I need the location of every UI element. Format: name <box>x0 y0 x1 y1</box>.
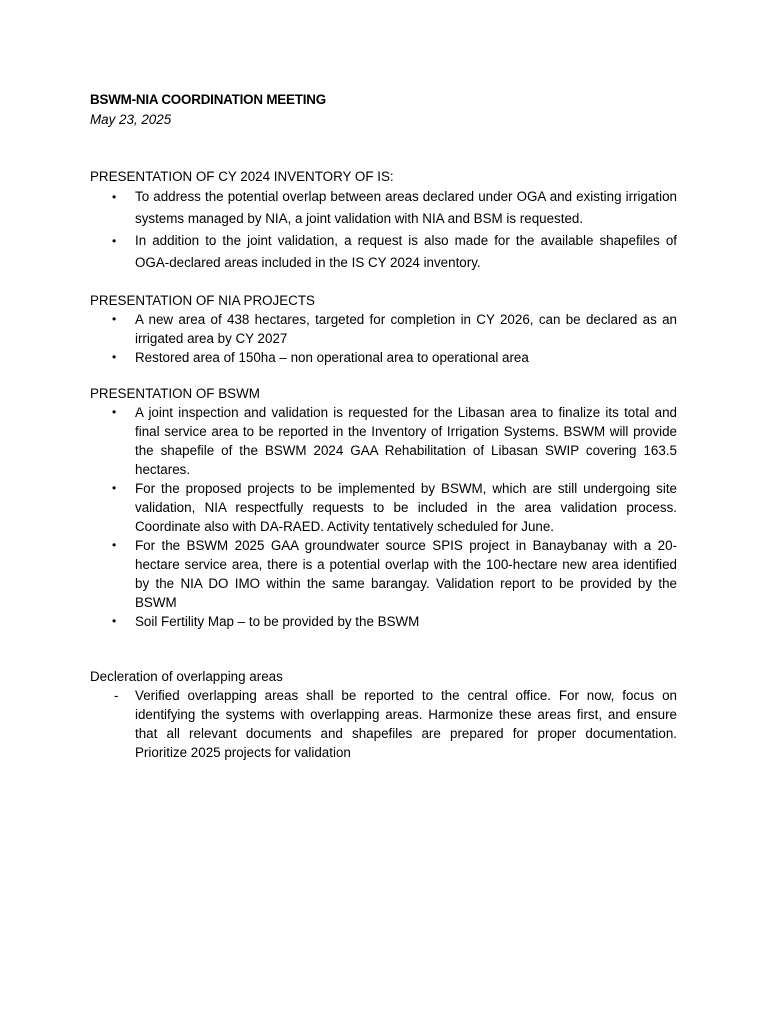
list-item <box>90 310 677 348</box>
bullet-marker: • <box>112 312 117 326</box>
list-item-text: To address the potential overlap between areas declared under OGA and existing irrigation systems managed by NIA, a joint validation with NIA and BSM is requested. <box>135 189 677 226</box>
dash-list <box>90 686 677 762</box>
bullet-list <box>90 310 677 367</box>
section-heading: Decleration of overlapping areas <box>90 669 283 684</box>
list-item <box>90 612 677 631</box>
list-item <box>90 686 677 762</box>
section-heading: PRESENTATION OF BSWM <box>90 386 260 401</box>
list-item <box>90 186 677 230</box>
bullet-marker: • <box>112 190 117 204</box>
bullet-marker: • <box>112 350 117 364</box>
list-item-text: A joint inspection and validation is requested for the Libasan area to finalize its total and final service area to be reported in the Inventory of Irrigation Systems. BSWM will provide the shapefile of the BSWM 2024 GAA Rehabilitation of Libasan SWIP covering 163.5 hectares. <box>135 405 677 477</box>
section-overlapping-areas <box>90 667 677 762</box>
list-item-text: A new area of 438 hectares, targeted for completion in CY 2026, can be declared as an irrigated area by CY 2027 <box>135 312 677 346</box>
document-page <box>90 90 677 762</box>
list-item-text: Verified overlapping areas shall be reported to the central office. For now, focus on identifying the systems with overlapping areas. Harmonize these areas first, and ensure that all relevant documents and shapefiles are prepared for proper documentation. Prioritize 2025 projects for validation <box>135 688 677 760</box>
list-item <box>90 348 677 367</box>
bullet-marker: • <box>112 614 117 628</box>
list-item <box>90 479 677 536</box>
section-nia-projects <box>90 291 677 367</box>
bullet-marker: • <box>112 234 117 248</box>
list-item <box>90 230 677 274</box>
section-bswm <box>90 384 677 631</box>
bullet-marker: • <box>112 481 117 495</box>
list-item-text: In addition to the joint validation, a request is also made for the available shapefiles of OGA-declared areas included in the IS CY 2024 inventory. <box>135 233 677 270</box>
dash-marker: - <box>114 688 119 703</box>
bullet-marker: • <box>112 405 117 419</box>
list-item-text: For the proposed projects to be implemented by BSWM, which are still undergoing site validation, NIA respectfully requests to be included in the area validation process. Coordinate also with DA-RAED. Activity tentatively scheduled for June. <box>135 481 677 534</box>
section-heading: PRESENTATION OF CY 2024 INVENTORY OF IS: <box>90 169 394 184</box>
list-item-text: For the BSWM 2025 GAA groundwater source SPIS project in Banaybanay with a 20-hectare service area, there is a potential overlap with the 100-hectare new area identified by the NIA DO IMO within the same barangay. Validation report to be provided by the BSWM <box>135 538 677 610</box>
document-title: BSWM-NIA COORDINATION MEETING <box>90 92 326 107</box>
list-item-text: Soil Fertility Map – to be provided by the BSWM <box>135 614 420 629</box>
section-cy2024-inventory <box>90 167 677 274</box>
bullet-list <box>90 403 677 631</box>
section-heading: PRESENTATION OF NIA PROJECTS <box>90 293 315 308</box>
list-item <box>90 536 677 612</box>
list-item <box>90 403 677 479</box>
bullet-marker: • <box>112 538 117 552</box>
meeting-date: May 23, 2025 <box>90 112 172 127</box>
bullet-list <box>90 186 677 274</box>
list-item-text: Restored area of 150ha – non operational area to operational area <box>135 350 529 365</box>
